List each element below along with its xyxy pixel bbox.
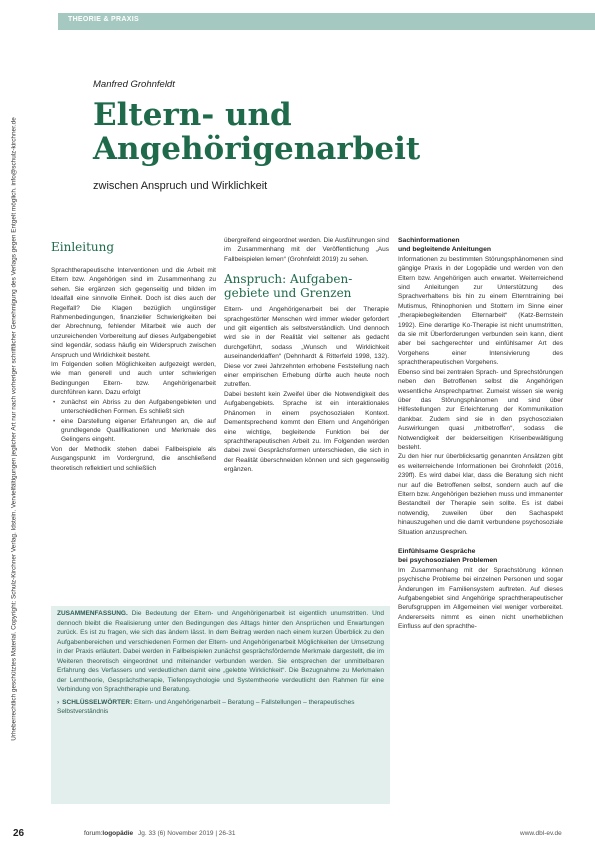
- article-subtitle: zwischen Anspruch und Wirklichkeit: [93, 180, 268, 192]
- copyright-side-note: [8, 36, 20, 822]
- summary-box: [51, 606, 390, 804]
- paragraph: Eltern- und Angehörigenarbeit bei der Therapie sprachgestörter Menschen wird immer wieder gefordert und gilt eigentlich als selbstverständlich. Und dennoch wird sie in der Realität viel seltener als gedacht durchgeführt, sodass „Wunsch und Wirklichkeit auseinanderklaffen“ (Dehnhardt & Ritterfeld 1998, 132). Diese vor zwei Jahrzehnten erhobene Feststellung nach einer empirischen Erhebung dürfte auch heute noch zutreffen.: [224, 306, 389, 389]
- subheading-line: Sachinformationen: [398, 237, 460, 244]
- subheading-gespraeche: [398, 547, 563, 566]
- text-column-2: [224, 236, 389, 475]
- article-author: Manfred Grohnfeldt: [93, 79, 175, 90]
- paragraph: Im Folgenden sollen Möglichkeiten aufgezeigt werden, wie man generell und auch unter schwierigen Bedingungen Eltern- bzw. Angehörigenarbeit durchführen kann. Dazu erfolgt: [51, 361, 216, 397]
- section-label: THEORIE & PRAXIS: [68, 16, 139, 23]
- copyright-text: Urheberrechtlich geschütztes Material. Copyright: Schulz-Kirchner Verlag. Idstein. Vervielfältigungen jeglicher Art nur nach vorheriger schriftlicher Genehmigung des Verlags gegen Entgelt möglich. info@schulz-kirchner.de: [10, 117, 18, 741]
- subheading-line: bei psychosozialen Problemen: [398, 557, 498, 565]
- bullet-list: [51, 398, 216, 445]
- keywords-label: SCHLÜSSELWÖRTER:: [62, 698, 133, 706]
- journal-title: logopädie: [102, 830, 134, 837]
- section-heading-einleitung: Einleitung: [51, 240, 115, 254]
- list-item: • zunächst ein Abriss zu den Aufgabengebieten und unterschiedlichen Formen. Es schließt sich: [61, 398, 216, 417]
- subheading-sachinformationen: [398, 236, 563, 255]
- section-heading-anspruch: [224, 272, 389, 300]
- subheading-line: und begleitende Anleitungen: [398, 246, 492, 254]
- paragraph: Sprachtherapeutische Interventionen und die Arbeit mit Eltern bzw. Angehörigen sind im Zusammenhang zu sehen. Sie ergänzen sich gegenseitig und bilden im Idealfall eine sinnvolle Einheit. Doch ist dies auch der Regelfall? Die Klagen bezüglich ungünstiger Rahmenbedingungen, finanzieller Schwierigkeiten bei der Abrechnung, fehlender Mitarbeit wie auch der unzureichenden Vorbereitung auf dieses Aufgabengebiet sind legendär, sodass häufig ein Widerspruch zwischen Anspruch und Wirklichkeit besteht.: [51, 267, 216, 359]
- chevron-right-icon: ›: [57, 698, 60, 706]
- heading-line: Anspruch: Aufgaben-: [224, 272, 353, 287]
- website-link[interactable]: www.dbl-ev.de: [520, 830, 562, 837]
- section-header-bar: [58, 13, 595, 30]
- paragraph: Ebenso sind bei zentralen Sprach- und Sprechstörungen neben den Betroffenen selbst die Angehörigen wesentliche Ansprechpartner. Zumeist wissen sie wenig über das Störungsphänomen und sind über Hilfestellungen zur Erleichterung der Kommunikation dankbar. Zudem sind sie in den psychosozialen Auswirkungen quasi „mitbetroffen“, sodass die Notwendigkeit der beiderseitigen Krisenbewältigung besteht.: [398, 368, 563, 451]
- title-line-2: Angehörigenarbeit: [93, 131, 421, 167]
- page-number: 26: [13, 828, 25, 839]
- list-item: • eine Darstellung eigener Erfahrungen an, die auf grundlegende Qualifikationen und Merkmale des Gelingens eingeht.: [61, 417, 216, 445]
- article-title: [93, 98, 420, 166]
- summary-text: [57, 609, 384, 695]
- keywords-text: Eltern- und Angehörigenarbeit – Beratung – Fallstellungen – therapeutisches Selbstverständnis: [57, 698, 355, 715]
- page-footer: [0, 818, 595, 842]
- journal-prefix: forum:: [84, 830, 103, 837]
- summary-label: ZUSAMMENFASSUNG.: [57, 610, 128, 617]
- paragraph: Dabei besteht kein Zweifel über die Notwendigkeit des Aufgabengebiets. Sprache ist ein interaktionales Phänomen in einem psychosozialen Kontext. Dementsprechend kommt den Eltern und Angehörigen eine wichtige, begleitende Funktion bei der sprachtherapeutischen Arbeit zu. Im Folgenden werden dabei zwei Gesprächsformen unterschieden, die sich in der Realität überschneiden können und sich gegenseitig ergänzen.: [224, 390, 389, 474]
- volume-info: Jg. 33 (6) November 2019 | 26-31: [138, 830, 236, 837]
- journal-name: [84, 830, 133, 837]
- text-column-1: [51, 236, 216, 473]
- paragraph: Zu den hier nur überblicksartig genannten Ansätzen gibt es weiterreichende Informationen bei Grohnfeldt (2016, 239ff). Es wird dabei klar, dass die Beratung sich nicht nur auf die Betroffenen selbst, sondern auch auf die Eltern bzw. Angehörigen beziehen muss und immanenter Bestandteil der Therapie sein sollte. Es ist dabei notwendig, zuweilen über den Sachaspekt hinauszugehen und die damit verbundene psychosoziale Situation anzusprechen.: [398, 453, 563, 536]
- subheading-line: Einfühlsame Gespräche: [398, 548, 476, 555]
- paragraph: übergreifend eingeordnet werden. Die Ausführungen sind im Zusammenhang mit der Veröffentlichung „Aus Fallbeispielen lernen“ (Grohnfeldt 2019) zu sehen.: [224, 237, 389, 263]
- text-column-3: [398, 236, 563, 632]
- title-line-1: Eltern- und: [93, 97, 292, 133]
- paragraph: Von der Methodik stehen dabei Fallbeispiele als Ausgangspunkt im Vordergrund, die anschließend theoretisch reflektiert und schließlich: [51, 445, 216, 472]
- paragraph: Informationen zu bestimmten Störungsphänomenen sind gängige Praxis in der Logopädie und werden von den Eltern bzw. Angehörigen auch erwartet. Weiterreichend sind Anleitungen zur Unterstützung des Sprachverhaltens bis hin zu einem Elterntraining bei Mutismus, Rhinophonien und Stottern im Sinne einer „therapiebegleitenden Elternarbeit“ (Katz-Bernstein 1992). Eine derartige Ko-Therapie ist nicht unumstritten, da sie mit Überforderungen verbunden sein kann, dient aber bei sachgerechter und einfühlsamer Art des Vorgehens einer Intensivierung des sprachtherapeutischen Vorgehens.: [398, 255, 563, 367]
- paragraph: Im Zusammenhang mit der Sprachstörung können psychische Probleme bei einzelnen Personen und sogar Änderungen im Familiensystem auftreten. Auf dieses Aufgabengebiet sind Angehörige sprachtherapeutischer Berufsgruppen im Allgemeinen viel weniger vorbereitet. Andererseits nimmt es einen nicht unerheblichen Einfluss auf den sprachthe-: [398, 566, 563, 631]
- summary-body: Die Bedeutung der Eltern- und Angehörigenarbeit ist eigentlich unumstritten. Und dennoch bleibt die Realisierung unter den Bedingungen des Alltags hinter den Ansprüchen und Erwartungen zurück. Es ist zu fragen, wie sich das ändern lässt. In dem Beitrag werden nach einem kurzen Überblick zu den Aufgabenbereichen und verschiedenen Formen der Eltern- und Angehörigenarbeit Möglichkeiten der Umsetzung in der Praxis erläutert. Dabei werden in Fallbeispielen zunächst gesprächsfördernde Merkmale dargestellt, die im Weiteren theoretisch eingeordnet und miteinander verbunden werden. Sie entsprechen der unmittelbaren Erfahrung des Verfassers und verdeutlichen damit eine „gelebte Wirklichkeit“. Die Bezugnahme zu Merkmalen der Lerntheorie, Gesprächstherapie, Tiefenpsychologie und Systemtheorie verdeutlicht den Rahmen für eine Verbindung von Sprachtherapie und Beratung.: [57, 610, 384, 693]
- heading-line: gebiete und Grenzen: [224, 286, 352, 301]
- keywords: [57, 698, 384, 717]
